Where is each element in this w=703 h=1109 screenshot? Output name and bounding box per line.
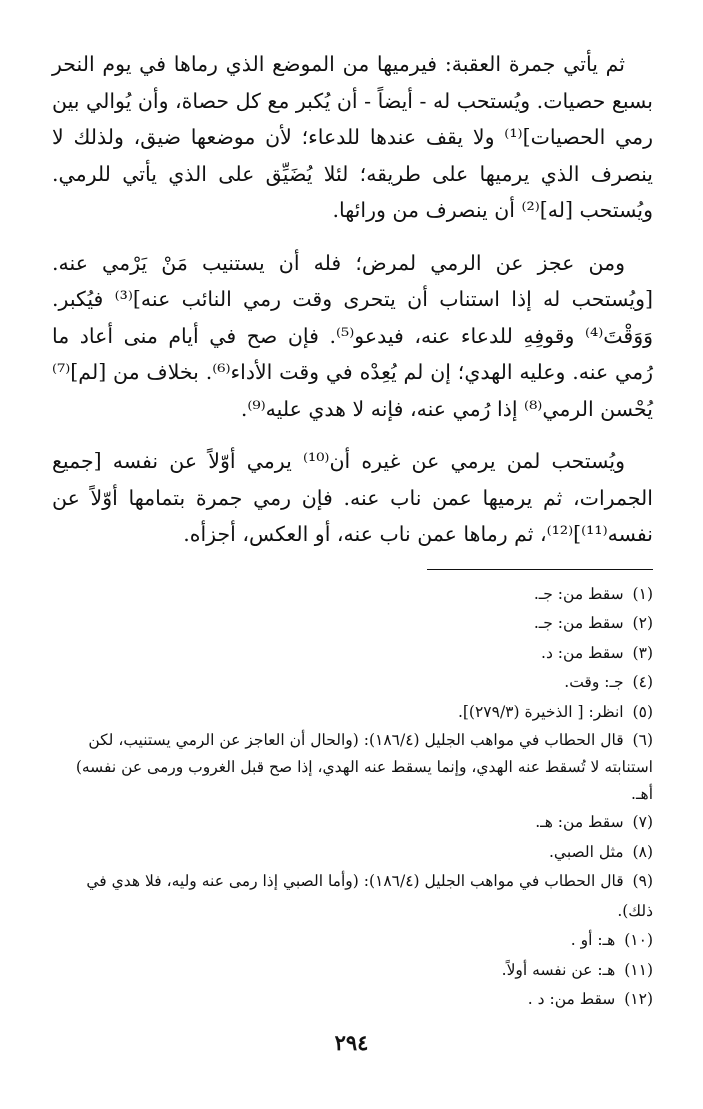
footnote-number: (٦) <box>632 731 653 749</box>
footnote-number: (٤) <box>632 673 653 691</box>
footnote-number: (١١) <box>624 960 653 979</box>
footnote <box>52 808 653 838</box>
footnote <box>52 985 653 1015</box>
footnote-text: سقط من: د. <box>541 643 624 662</box>
footnote <box>52 956 653 986</box>
footnote-text: سقط من: جـ. <box>533 584 624 603</box>
footnote <box>52 639 653 669</box>
footnote <box>52 926 653 956</box>
footnote-number: (٥) <box>632 702 653 721</box>
footnote-text: هـ: أو . <box>570 931 616 949</box>
footnote-text: هـ: عن نفسه أولاً. <box>501 960 616 979</box>
footnote-number: (٩) <box>632 872 653 890</box>
footnote-separator <box>427 569 653 570</box>
footnote <box>52 609 653 639</box>
footnote-text: جـ: وقت. <box>564 673 624 691</box>
footnote-number: (١٢) <box>624 990 653 1008</box>
footnote <box>52 727 653 808</box>
footnote-text: مثل الصبي. <box>548 842 624 861</box>
footnote-text: انظر: [ الذخيرة (٢٧٩/٣)]. <box>457 702 624 721</box>
footnote-number: (٨) <box>632 842 653 861</box>
footnote <box>52 698 653 728</box>
footnote <box>52 867 653 926</box>
footnote <box>52 668 653 698</box>
footnote-number: (١٠) <box>624 931 653 949</box>
page-content <box>52 46 653 1015</box>
footnote-number: (٧) <box>632 813 653 831</box>
footnote <box>52 838 653 868</box>
footnote-text: سقط من: جـ. <box>533 614 624 632</box>
footnotes-list <box>52 580 653 1015</box>
footnote-number: (١) <box>632 584 653 603</box>
footnote-text: سقط من: د . <box>527 990 616 1008</box>
footnote-text: قال الحطاب في مواهب الجليل (١٨٦/٤): (والحال أن العاجز عن الرمي يستنيب، لكن استنابته لا تُسقط عنه الهدي، وإنما يسقط عنه الهدي، إذا صح قبل الغروب ورمى عن نفسه) أهـ. <box>75 731 653 803</box>
footnote <box>52 580 653 610</box>
footnote-text: قال الحطاب في مواهب الجليل (١٨٦/٤): (وأما الصبي إذا رمى عنه وليه، فلا هدي في ذلك). <box>86 872 653 920</box>
body-paragraph-3: ويُستحب لمن يرمي عن غيره أن⁽¹⁰⁾ يرمي أوّلاً عن نفسه [جميع الجمرات، ثم يرميها عمن ناب عنه. فإن رمي جمرة بتمامها أوّلاً عن نفسه⁽¹¹⁾]⁽¹²⁾، ثم رماها عمن ناب عنه، أو العكس، أجزأه. <box>52 449 653 546</box>
footnote-text: سقط من: هـ. <box>535 813 624 831</box>
body-paragraph-2: ومن عجز عن الرمي لمرض؛ فله أن يستنيب مَنْ يَرْمي عنه. [ويُستحب له إذا استناب أن يتحرى وقت رمي النائب عنه]⁽³⁾ فيُكبر. وَوَقْتَ⁽⁴⁾ وقوفِهِ للدعاء عنه، فيدعو⁽⁵⁾. فإن صح في أيام منى أعاد ما رُمي عنه. وعليه الهدي؛ إن لم يُعِدْه في وقت الأداء⁽⁶⁾. بخلاف من [لم]⁽⁷⁾ يُحْسن الرمي⁽⁸⁾ إذا رُمي عنه، فإنه لا هدي عليه⁽⁹⁾. <box>52 250 654 421</box>
footnote-number: (٣) <box>632 643 653 662</box>
body-paragraph-1: ثم يأتي جمرة العقبة: فيرميها من الموضع الذي رماها في يوم النحر بسبع حصيات. ويُستحب له - أيضاً - أن يُكبر مع كل حصاة، وأن يُوالي بين رمي الحصيات]⁽¹⁾ ولا يقف عندها للدعاء؛ لأن موضعها ضيق، ولذلك لا ينصرف الذي يرميها على طريقه؛ لئلا يُضَيِّق على الذي يأتي للرمي. ويُستحب [له]⁽²⁾ أن ينصرف من ورائها. <box>52 52 654 222</box>
footnote-number: (٢) <box>632 614 653 632</box>
page-number: ٢٩٤ <box>334 1030 369 1055</box>
